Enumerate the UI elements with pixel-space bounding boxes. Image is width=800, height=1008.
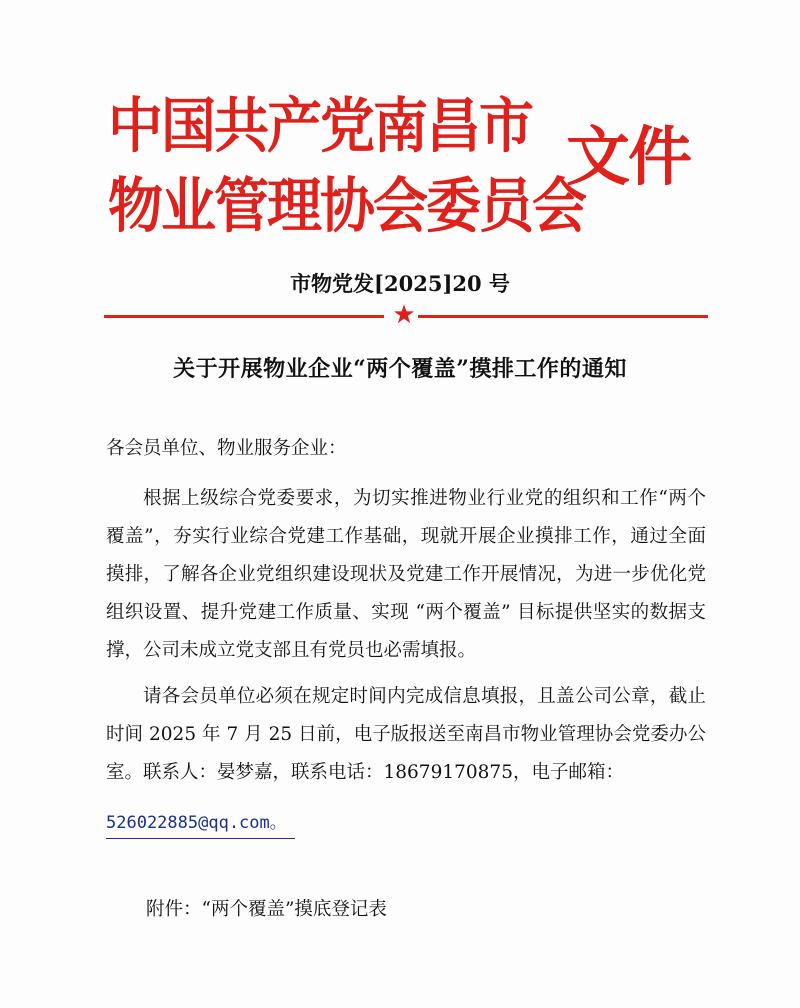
red-star-icon: ★ — [392, 300, 416, 330]
issuing-organization — [108, 86, 586, 246]
org-name-line-1: 中国共产党南昌市 — [108, 91, 533, 161]
divider-rule-right — [418, 315, 708, 318]
paragraph-1: 根据上级综合党委要求，为切实推进物业行业党的组织和工作“两个覆盖”，夯实行业综合党建工作基础，现就开展企业摸排工作，通过全面摸排，了解各企业党组织建设现状及党建工作开展情况，为进一步优化党组织设置、提升党建工作质量、实现 “两个覆盖” 目标提供坚实的数据支撑，公司未成立党支部且有党员也必需填报。 — [106, 488, 706, 661]
red-divider — [104, 302, 708, 332]
email-link[interactable]: 526022885@qq.com。 — [106, 808, 295, 839]
divider-rule-left — [104, 315, 384, 318]
org-name-line-2: 物业管理协会委员会 — [108, 171, 586, 241]
notice-title: 关于开展物业企业“两个覆盖”摸排工作的通知 — [173, 356, 627, 382]
attachment-note: 附件：“两个覆盖”摸底登记表 — [146, 899, 387, 920]
salutation: 各会员单位、物业服务企业： — [106, 438, 347, 459]
paragraph-2: 请各会员单位必须在规定时间内完成信息填报，且盖公司公章，截止时间 2025 年 7 月 25 日前，电子版报送至南昌市物业管理协会党委办公室。联系人：晏梦嘉，联系电话：18679170875，电子邮箱： — [106, 686, 706, 783]
document-type-label: 文件 — [566, 121, 690, 195]
document-number: 市物党发[2025]20 号 — [290, 271, 510, 296]
